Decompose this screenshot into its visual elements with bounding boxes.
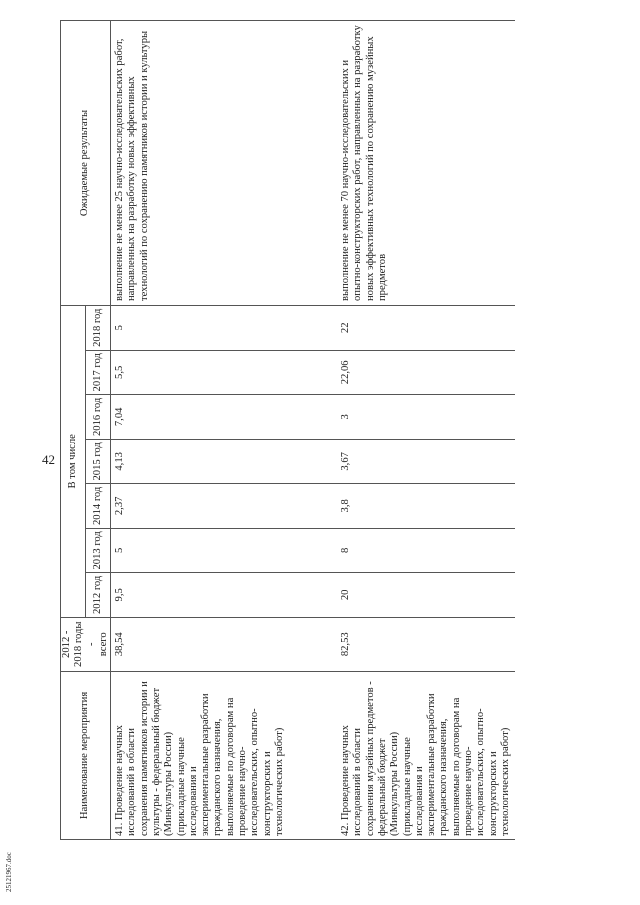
rotated-table-container <box>60 20 590 840</box>
activities-table <box>60 20 515 840</box>
header-year-2017: 2017 год <box>86 350 111 395</box>
footer-doc-code: 25121967.doc <box>5 852 13 892</box>
total-value: 82,53 <box>337 617 515 671</box>
year-value: 2,37 <box>111 484 338 529</box>
header-total-line1: 2012 - <box>61 630 72 658</box>
year-value: 5 <box>111 306 338 351</box>
year-value: 3 <box>337 395 515 440</box>
header-total-line2: 2018 годы - <box>73 621 97 667</box>
header-year-2013: 2013 год <box>86 528 111 573</box>
year-value: 22 <box>337 306 515 351</box>
year-value: 7,04 <box>111 395 338 440</box>
header-year-2012: 2012 год <box>86 573 111 618</box>
page-number: 42 <box>42 452 55 467</box>
year-value: 8 <box>337 528 515 573</box>
activity-name: 42. Проведение научных исследований в области сохранения музейных предметов - федеральный бюджет (Минкультуры России) (прикладные научные исследования и экспериментальные разработки гражданского назначения, выполняемые по договорам на проведение научно-исследовательских, опытно-конструкторских и технологических работ) <box>337 671 515 839</box>
expected-result: выполнение не менее 70 научно-исследовательских и опытно-конструкторских работ, направленных на разработку новых эффективных технологий по сохранению музейных предметов <box>337 21 515 306</box>
year-value: 20 <box>337 573 515 618</box>
activity-name: 41. Проведение научных исследований в области сохранения памятников истории и культуры - федеральный бюджет (Минкультуры России) (прикладные научные исследования и экспериментальные разработки гражданского назначения, выполняемые по договорам на проведение научно-исследовательских, опытно-конструкторских и технологических работ) <box>111 671 338 839</box>
header-activity-name: Наименование мероприятия <box>61 671 111 839</box>
header-year-2015: 2015 год <box>86 439 111 484</box>
table-row <box>111 21 338 840</box>
year-value: 5 <box>111 528 338 573</box>
header-year-2014: 2014 год <box>86 484 111 529</box>
header-total <box>61 617 111 671</box>
total-value: 38,54 <box>111 617 338 671</box>
header-year-2018: 2018 год <box>86 306 111 351</box>
header-including: В том числе <box>61 306 86 618</box>
expected-result: выполнение не менее 25 научно-исследовательских работ, направленных на разработку новых эффективных технологий по сохранению памятников истории и культуры <box>111 21 338 306</box>
header-total-line3: всего <box>97 632 109 657</box>
year-value: 5,5 <box>111 350 338 395</box>
table-row <box>337 21 515 840</box>
year-value: 3,8 <box>337 484 515 529</box>
header-expected-results: Ожидаемые результаты <box>61 21 111 306</box>
year-value: 4,13 <box>111 439 338 484</box>
header-year-2016: 2016 год <box>86 395 111 440</box>
year-value: 3,67 <box>337 439 515 484</box>
year-value: 9,5 <box>111 573 338 618</box>
year-value: 22,06 <box>337 350 515 395</box>
